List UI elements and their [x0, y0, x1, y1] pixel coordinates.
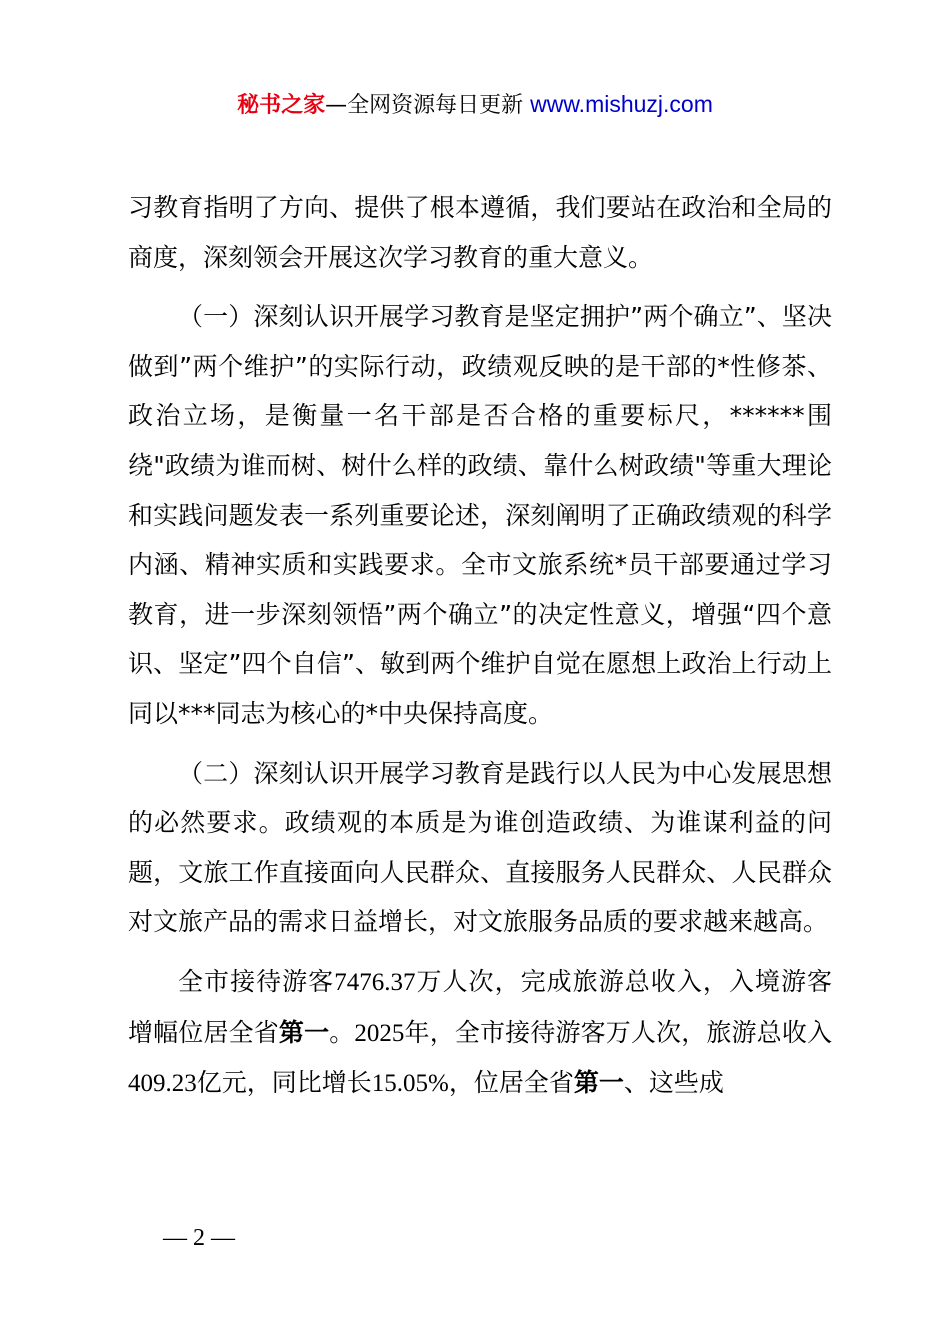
website-link[interactable]: www.mishuzj.com: [530, 91, 713, 117]
page-header: [0, 88, 950, 122]
document-body: [128, 183, 832, 1119]
brand-name: 秘书之家: [237, 93, 326, 118]
paragraph-2: （一）深刻认识开展学习教育是坚定拥护”两个确立”、坚决做到”两个维护”的实际行动，政绩观反映的是干部的*性修茶、政治立场，是衡量一名干部是否合格的重要标尺，******围绕"政绩为谁而树、树什么样的政绩、靠什么树政绩"等重大理论和实践问题发表一系列重要论述，深刻阐明了正确政绩观的科学内涵、精神实质和实践要求。全市文旅系统*员干部要通过学习教育，进一步深刻领悟”两个确立”的决定性意义，增强“四个意识、坚定”四个自信”、敏到两个维护自觉在愿想上政治上行动上同以***同志为核心的*中央保持高度。: [128, 302, 832, 728]
page-number: — 2 —: [163, 1225, 235, 1251]
number-visitors: 7476.37: [334, 968, 416, 996]
number-year: 2025: [354, 1019, 405, 1047]
paragraph-1: 习教育指明了方向、提供了根本遵循，我们要站在政治和全局的商度，深刻领会开展这次学习教育的重大意义。: [128, 193, 832, 272]
text-segment: 亿元，同比增长: [196, 1068, 372, 1098]
number-growth: 15.05%: [371, 1070, 449, 1098]
bold-rank: 第一: [573, 1068, 624, 1098]
paragraph-3: （二）深刻认识开展学习教育是践行以人民为中心发展思想的必然要求。政绩观的本质是为谁创造政绩、为谁谋利益的问题，文旅工作直接面向人民群众、直接服务人民群众、人民群众对文旅产品的需求日益增长，对文旅服务品质的要求越来越高。: [128, 758, 832, 937]
bold-rank: 第一: [278, 1017, 330, 1047]
text-segment: 、这些成: [623, 1068, 724, 1098]
text-segment: 年，全市接待游客万人次，旅游总收入: [404, 1017, 832, 1047]
header-tagline: —全网资源每日更新: [325, 93, 524, 118]
text-segment: ，位居全省: [448, 1068, 574, 1098]
paragraph-4: [128, 957, 832, 1109]
text-segment: 。: [329, 1017, 355, 1047]
text-segment: 全市接待游客: [178, 966, 335, 996]
number-revenue: 409.23: [128, 1070, 197, 1098]
text-segment: 万人次，完成旅游总收入，入境游客增幅位居全省: [128, 966, 832, 1047]
